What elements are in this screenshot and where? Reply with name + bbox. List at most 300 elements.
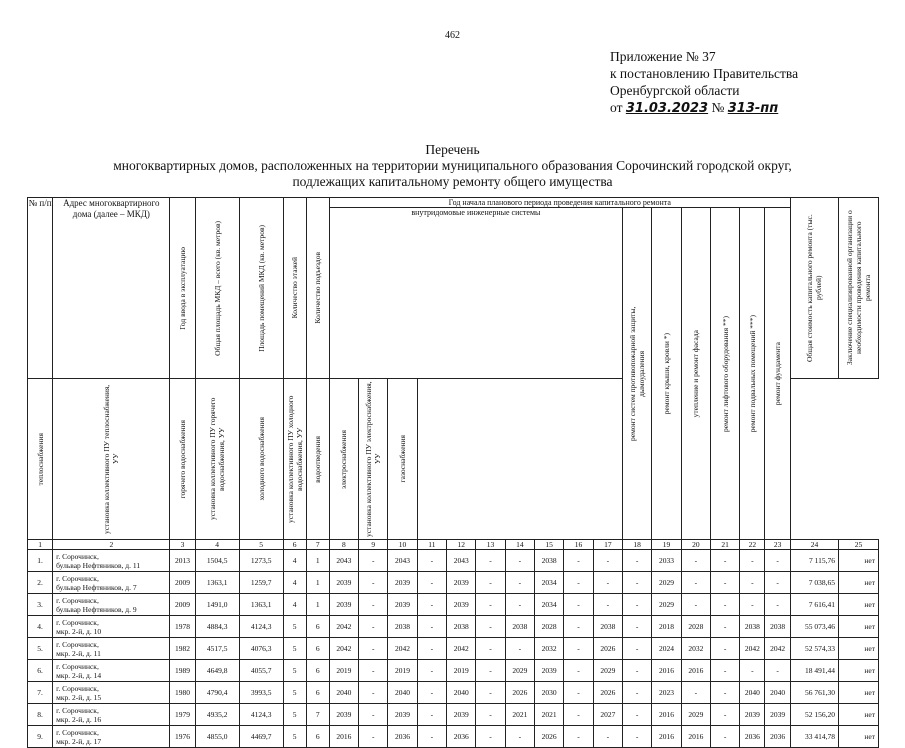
header-cold-water: холодного водоснабжения xyxy=(239,379,283,540)
cell-conclusion: нет xyxy=(839,682,879,704)
header-electricity-meter: установка коллективного ПУ электроснабжения, УУ xyxy=(359,379,388,540)
cell-sewerage: - xyxy=(505,638,534,660)
address-line: г. Сорочинск, xyxy=(56,573,99,583)
header-cold-water-meter: установка коллективного ПУ холодного водоснабжения, УУ xyxy=(283,379,306,540)
cell-electricity-meter: - xyxy=(564,594,593,616)
address-line: мкр. 2-й, д. 10 xyxy=(56,626,102,636)
cell-floors: 5 xyxy=(283,682,306,704)
cell-facade: 2029 xyxy=(681,704,710,726)
cell-basement: 2036 xyxy=(740,726,765,748)
cell-elevator: - xyxy=(710,594,739,616)
table-row xyxy=(28,594,879,616)
cell-fire: - xyxy=(623,726,652,748)
cell-roof: 2023 xyxy=(652,682,681,704)
table-row xyxy=(28,682,879,704)
cell-address xyxy=(53,594,170,616)
cell-cold-water: 2039 xyxy=(447,572,476,594)
cell-address xyxy=(53,682,170,704)
cell-conclusion: нет xyxy=(839,660,879,682)
cell-electricity-meter: - xyxy=(564,682,593,704)
cell-electricity: 2026 xyxy=(535,726,564,748)
header-entrances: Количество подъездов xyxy=(306,198,329,379)
table-row xyxy=(28,638,879,660)
header-total-cost: Общая стоимость капитального ремонта (тыс. рублей) xyxy=(790,198,838,379)
buildings-table xyxy=(27,197,879,748)
cell-basement: 2040 xyxy=(740,682,765,704)
cell-basement: - xyxy=(740,572,765,594)
cell-entrances: 7 xyxy=(306,704,329,726)
header-fire-systems: ремонт систем противопожарной защиты, дымоудаления xyxy=(623,208,652,540)
cell-heating-meter: - xyxy=(359,638,388,660)
cell-no: 7. xyxy=(28,682,53,704)
cell-fire: - xyxy=(623,572,652,594)
cell-foundation: 2038 xyxy=(765,616,790,638)
cell-sewerage: 2026 xyxy=(505,682,534,704)
cell-floors: 5 xyxy=(283,638,306,660)
cell-premises-area: 1259,7 xyxy=(239,572,283,594)
cell-floors: 5 xyxy=(283,616,306,638)
column-number-row xyxy=(28,540,879,550)
cell-gas: 2026 xyxy=(593,682,622,704)
cell-entrances: 1 xyxy=(306,550,329,572)
column-number: 22 xyxy=(740,540,765,550)
cell-foundation: - xyxy=(765,660,790,682)
header-floors: Количество этажей xyxy=(283,198,306,379)
header-roof: ремонт крыши, кровли *) xyxy=(652,208,681,540)
date-prefix: от xyxy=(610,100,626,115)
cell-year: 1979 xyxy=(170,704,195,726)
column-number: 9 xyxy=(359,540,388,550)
cell-hot-water: 2040 xyxy=(388,682,417,704)
cell-heating: 2043 xyxy=(329,550,358,572)
cell-cold-water-meter: - xyxy=(476,726,505,748)
column-number: 23 xyxy=(765,540,790,550)
cell-entrances: 6 xyxy=(306,638,329,660)
cell-gas: - xyxy=(593,726,622,748)
column-number: 6 xyxy=(283,540,306,550)
cell-fire: - xyxy=(623,704,652,726)
cell-roof: 2018 xyxy=(652,616,681,638)
cell-hot-water: 2042 xyxy=(388,638,417,660)
cell-hot-water: 2043 xyxy=(388,550,417,572)
column-number: 17 xyxy=(593,540,622,550)
cell-year: 2013 xyxy=(170,550,195,572)
cell-foundation: - xyxy=(765,594,790,616)
cell-foundation: 2040 xyxy=(765,682,790,704)
appendix-date-line xyxy=(610,99,798,117)
cell-heating: 2019 xyxy=(329,660,358,682)
cell-conclusion: нет xyxy=(839,726,879,748)
cell-hot-water: 2039 xyxy=(388,594,417,616)
column-number: 3 xyxy=(170,540,195,550)
cell-elevator: - xyxy=(710,704,739,726)
cell-no: 1. xyxy=(28,550,53,572)
cell-basement: 2042 xyxy=(740,638,765,660)
cell-basement: - xyxy=(740,550,765,572)
cell-cold-water-meter: - xyxy=(476,660,505,682)
cell-fire: - xyxy=(623,660,652,682)
title-line1: Перечень xyxy=(425,142,480,157)
address-line: г. Сорочинск, xyxy=(56,617,99,627)
header-year: Год ввода в эксплуатацию xyxy=(170,198,195,379)
cell-fire: - xyxy=(623,682,652,704)
cell-sewerage: - xyxy=(505,726,534,748)
header-heating-meter: установка коллективного ПУ теплоснабжения, УУ xyxy=(53,379,170,540)
cell-total-area: 1363,1 xyxy=(195,572,239,594)
cell-electricity-meter: - xyxy=(564,616,593,638)
cell-address xyxy=(53,726,170,748)
cell-premises-area: 4076,3 xyxy=(239,638,283,660)
cell-floors: 4 xyxy=(283,594,306,616)
address-line: г. Сорочинск, xyxy=(56,595,99,605)
cell-roof: 2029 xyxy=(652,594,681,616)
column-number: 21 xyxy=(710,540,739,550)
cell-heating: 2040 xyxy=(329,682,358,704)
cell-entrances: 6 xyxy=(306,616,329,638)
header-total-area: Общая площадь МКД – всего (кв. метров) xyxy=(195,198,239,379)
cell-electricity-meter: - xyxy=(564,660,593,682)
address-line: г. Сорочинск, xyxy=(56,661,99,671)
column-number: 25 xyxy=(839,540,879,550)
title-line2: многоквартирных домов, расположенных на территории муниципального образования Сорочинский городской округ, xyxy=(113,158,792,173)
cell-hot-water: 2039 xyxy=(388,572,417,594)
address-line: г. Сорочинск, xyxy=(56,727,99,737)
table-row xyxy=(28,726,879,748)
cell-hot-water-meter: - xyxy=(417,550,446,572)
header-facade: утепление и ремонт фасада xyxy=(681,208,710,540)
cell-electricity: 2021 xyxy=(535,704,564,726)
cell-no: 6. xyxy=(28,660,53,682)
cell-sewerage: - xyxy=(505,572,534,594)
resolution-number: 313-пп xyxy=(727,101,779,116)
cell-gas: 2027 xyxy=(593,704,622,726)
cell-electricity: 2030 xyxy=(535,682,564,704)
cell-premises-area: 4124,3 xyxy=(239,704,283,726)
header-elevator: ремонт лифтового оборудования **) xyxy=(710,208,739,540)
table-body xyxy=(28,540,879,748)
cell-hot-water-meter: - xyxy=(417,572,446,594)
cell-facade: - xyxy=(681,682,710,704)
page-number: 462 xyxy=(445,30,460,41)
cell-heating: 2039 xyxy=(329,594,358,616)
cell-cold-water: 2039 xyxy=(447,594,476,616)
cell-year: 2009 xyxy=(170,572,195,594)
cell-total-area: 4855,0 xyxy=(195,726,239,748)
cell-floors: 4 xyxy=(283,572,306,594)
cell-facade: - xyxy=(681,572,710,594)
cell-no: 3. xyxy=(28,594,53,616)
cell-year: 1976 xyxy=(170,726,195,748)
appendix-line3: Оренбургской области xyxy=(610,83,740,98)
cell-cold-water: 2043 xyxy=(447,550,476,572)
cell-roof: 2033 xyxy=(652,550,681,572)
address-line: г. Сорочинск, xyxy=(56,639,99,649)
cell-total-area: 4935,2 xyxy=(195,704,239,726)
cell-fire: - xyxy=(623,638,652,660)
cell-gas: - xyxy=(593,550,622,572)
cell-gas: - xyxy=(593,572,622,594)
cell-address xyxy=(53,704,170,726)
cell-heating-meter: - xyxy=(359,594,388,616)
header-foundation: ремонт фундамента xyxy=(765,208,790,540)
table-row xyxy=(28,616,879,638)
address-line: бульвар Нефтяников, д. 7 xyxy=(56,582,137,592)
cell-premises-area: 4055,7 xyxy=(239,660,283,682)
cell-electricity-meter: - xyxy=(564,726,593,748)
cell-cold-water-meter: - xyxy=(476,594,505,616)
column-number: 13 xyxy=(476,540,505,550)
address-line: мкр. 2-й, д. 16 xyxy=(56,714,102,724)
column-number: 12 xyxy=(447,540,476,550)
cell-no: 8. xyxy=(28,704,53,726)
cell-total-area: 4649,8 xyxy=(195,660,239,682)
cell-fire: - xyxy=(623,616,652,638)
column-number: 4 xyxy=(195,540,239,550)
cell-electricity: 2038 xyxy=(535,550,564,572)
cell-basement: 2039 xyxy=(740,704,765,726)
cell-fire: - xyxy=(623,550,652,572)
cell-address xyxy=(53,616,170,638)
cell-cold-water-meter: - xyxy=(476,682,505,704)
cell-floors: 4 xyxy=(283,550,306,572)
cell-sewerage: 2021 xyxy=(505,704,534,726)
cell-elevator: - xyxy=(710,638,739,660)
cell-no: 2. xyxy=(28,572,53,594)
document-title xyxy=(0,142,905,190)
cell-foundation: 2039 xyxy=(765,704,790,726)
cell-heating-meter: - xyxy=(359,550,388,572)
cell-basement: - xyxy=(740,594,765,616)
cell-total-area: 4884,3 xyxy=(195,616,239,638)
cell-foundation: 2036 xyxy=(765,726,790,748)
cell-hot-water-meter: - xyxy=(417,682,446,704)
cell-cold-water: 2039 xyxy=(447,704,476,726)
header-gas: газоснабжения xyxy=(388,379,417,540)
cell-conclusion: нет xyxy=(839,616,879,638)
resolution-date: 31.03.2023 xyxy=(625,101,709,116)
cell-hot-water-meter: - xyxy=(417,726,446,748)
cell-heating-meter: - xyxy=(359,726,388,748)
table-row xyxy=(28,660,879,682)
address-line: мкр. 2-й, д. 17 xyxy=(56,736,102,746)
cell-premises-area: 3993,5 xyxy=(239,682,283,704)
cell-roof: 2029 xyxy=(652,572,681,594)
cell-premises-area: 1363,1 xyxy=(239,594,283,616)
cell-sewerage: 2038 xyxy=(505,616,534,638)
cell-cost: 56 761,30 xyxy=(790,682,838,704)
column-number: 20 xyxy=(681,540,710,550)
cell-year: 1978 xyxy=(170,616,195,638)
column-number: 1 xyxy=(28,540,53,550)
cell-entrances: 1 xyxy=(306,572,329,594)
cell-gas: 2029 xyxy=(593,660,622,682)
cell-total-area: 1504,5 xyxy=(195,550,239,572)
cell-elevator: - xyxy=(710,682,739,704)
cell-hot-water-meter: - xyxy=(417,660,446,682)
cell-cost: 7 038,65 xyxy=(790,572,838,594)
address-line: мкр. 2-й, д. 14 xyxy=(56,670,102,680)
cell-electricity: 2039 xyxy=(535,660,564,682)
cell-electricity-meter: - xyxy=(564,704,593,726)
cell-cold-water-meter: - xyxy=(476,572,505,594)
cell-total-area: 4790,4 xyxy=(195,682,239,704)
cell-cost: 33 414,78 xyxy=(790,726,838,748)
cell-year: 1989 xyxy=(170,660,195,682)
address-line: г. Сорочинск, xyxy=(56,705,99,715)
cell-no: 4. xyxy=(28,616,53,638)
header-electricity: электроснабжения xyxy=(329,379,358,540)
cell-year: 1982 xyxy=(170,638,195,660)
cell-heating-meter: - xyxy=(359,572,388,594)
cell-cold-water-meter: - xyxy=(476,638,505,660)
appendix-line1: Приложение № 37 xyxy=(610,49,716,64)
column-number: 18 xyxy=(623,540,652,550)
cell-heating-meter: - xyxy=(359,682,388,704)
table-row xyxy=(28,704,879,726)
cell-no: 5. xyxy=(28,638,53,660)
number-prefix: № xyxy=(708,100,728,115)
cell-elevator: - xyxy=(710,726,739,748)
cell-cost: 7 616,41 xyxy=(790,594,838,616)
column-number: 5 xyxy=(239,540,283,550)
cell-heating-meter: - xyxy=(359,616,388,638)
column-number: 11 xyxy=(417,540,446,550)
cell-facade: 2016 xyxy=(681,726,710,748)
cell-sewerage: - xyxy=(505,594,534,616)
cell-facade: 2032 xyxy=(681,638,710,660)
cell-conclusion: нет xyxy=(839,704,879,726)
column-number: 10 xyxy=(388,540,417,550)
cell-premises-area: 4469,7 xyxy=(239,726,283,748)
cell-fire: - xyxy=(623,594,652,616)
cell-electricity: 2034 xyxy=(535,594,564,616)
header-systems-group: внутридомовые инженерные системы xyxy=(329,208,622,379)
cell-conclusion: нет xyxy=(839,572,879,594)
cell-gas: - xyxy=(593,594,622,616)
cell-heating: 2039 xyxy=(329,704,358,726)
cell-heating: 2039 xyxy=(329,572,358,594)
cell-premises-area: 4124,3 xyxy=(239,616,283,638)
cell-address xyxy=(53,660,170,682)
cell-electricity-meter: - xyxy=(564,638,593,660)
cell-address xyxy=(53,638,170,660)
column-number: 8 xyxy=(329,540,358,550)
address-line: мкр. 2-й, д. 11 xyxy=(56,648,101,658)
header-period-group: Год начала планового периода проведения капитального ремонта xyxy=(329,198,790,208)
cell-cost: 52 574,33 xyxy=(790,638,838,660)
cell-conclusion: нет xyxy=(839,550,879,572)
table-row xyxy=(28,572,879,594)
cell-elevator: - xyxy=(710,616,739,638)
cell-basement: - xyxy=(740,660,765,682)
address-line: г. Сорочинск, xyxy=(56,683,99,693)
cell-year: 1980 xyxy=(170,682,195,704)
cell-cost: 18 491,44 xyxy=(790,660,838,682)
cell-sewerage: 2029 xyxy=(505,660,534,682)
cell-foundation: - xyxy=(765,550,790,572)
cell-year: 2009 xyxy=(170,594,195,616)
header-basement: ремонт подвальных помещений ***) xyxy=(740,208,765,540)
cell-roof: 2016 xyxy=(652,704,681,726)
cell-hot-water-meter: - xyxy=(417,638,446,660)
cell-gas: 2026 xyxy=(593,638,622,660)
cell-electricity: 2028 xyxy=(535,616,564,638)
cell-foundation: - xyxy=(765,572,790,594)
cell-cost: 52 156,20 xyxy=(790,704,838,726)
cell-entrances: 6 xyxy=(306,682,329,704)
cell-floors: 5 xyxy=(283,726,306,748)
cell-roof: 2024 xyxy=(652,638,681,660)
cell-cost: 55 073,46 xyxy=(790,616,838,638)
cell-elevator: - xyxy=(710,572,739,594)
cell-heating: 2042 xyxy=(329,616,358,638)
cell-heating-meter: - xyxy=(359,704,388,726)
cell-sewerage: - xyxy=(505,550,534,572)
cell-entrances: 1 xyxy=(306,594,329,616)
column-number: 2 xyxy=(53,540,170,550)
column-number: 15 xyxy=(535,540,564,550)
cell-conclusion: нет xyxy=(839,594,879,616)
cell-heating: 2042 xyxy=(329,638,358,660)
cell-electricity: 2034 xyxy=(535,572,564,594)
cell-address xyxy=(53,550,170,572)
cell-cold-water: 2042 xyxy=(447,638,476,660)
cell-hot-water: 2019 xyxy=(388,660,417,682)
cell-hot-water-meter: - xyxy=(417,594,446,616)
cell-total-area: 4517,5 xyxy=(195,638,239,660)
cell-entrances: 6 xyxy=(306,726,329,748)
cell-electricity-meter: - xyxy=(564,550,593,572)
cell-premises-area: 1273,5 xyxy=(239,550,283,572)
column-number: 14 xyxy=(505,540,534,550)
cell-no: 9. xyxy=(28,726,53,748)
cell-address xyxy=(53,572,170,594)
cell-facade: - xyxy=(681,550,710,572)
header-sewerage: водоотведения xyxy=(306,379,329,540)
table-row xyxy=(28,550,879,572)
cell-electricity: 2032 xyxy=(535,638,564,660)
cell-cost: 7 115,76 xyxy=(790,550,838,572)
cell-foundation: 2042 xyxy=(765,638,790,660)
cell-entrances: 6 xyxy=(306,660,329,682)
cell-cold-water-meter: - xyxy=(476,616,505,638)
header-hot-water: горячего водоснабжения xyxy=(170,379,195,540)
cell-conclusion: нет xyxy=(839,638,879,660)
cell-floors: 5 xyxy=(283,704,306,726)
cell-hot-water-meter: - xyxy=(417,616,446,638)
header-address: Адрес многоквартирного дома (далее – МКД) xyxy=(53,198,170,379)
appendix-block xyxy=(610,48,798,117)
column-number: 24 xyxy=(790,540,838,550)
address-line: г. Сорочинск, xyxy=(56,551,99,561)
cell-cold-water-meter: - xyxy=(476,704,505,726)
cell-basement: 2038 xyxy=(740,616,765,638)
cell-facade: 2028 xyxy=(681,616,710,638)
header-heating: теплоснабжения xyxy=(28,379,53,540)
cell-hot-water: 2036 xyxy=(388,726,417,748)
address-line: мкр. 2-й, д. 15 xyxy=(56,692,102,702)
header-hot-water-meter: установка коллективного ПУ горячего водоснабжения, УУ xyxy=(195,379,239,540)
title-line3: подлежащих капитальному ремонту общего имущества xyxy=(292,174,613,189)
cell-heating: 2016 xyxy=(329,726,358,748)
cell-elevator: - xyxy=(710,660,739,682)
header-no: № п/п xyxy=(28,198,53,379)
cell-roof: 2016 xyxy=(652,660,681,682)
cell-cold-water: 2019 xyxy=(447,660,476,682)
column-number: 7 xyxy=(306,540,329,550)
cell-total-area: 1491,0 xyxy=(195,594,239,616)
cell-hot-water: 2039 xyxy=(388,704,417,726)
